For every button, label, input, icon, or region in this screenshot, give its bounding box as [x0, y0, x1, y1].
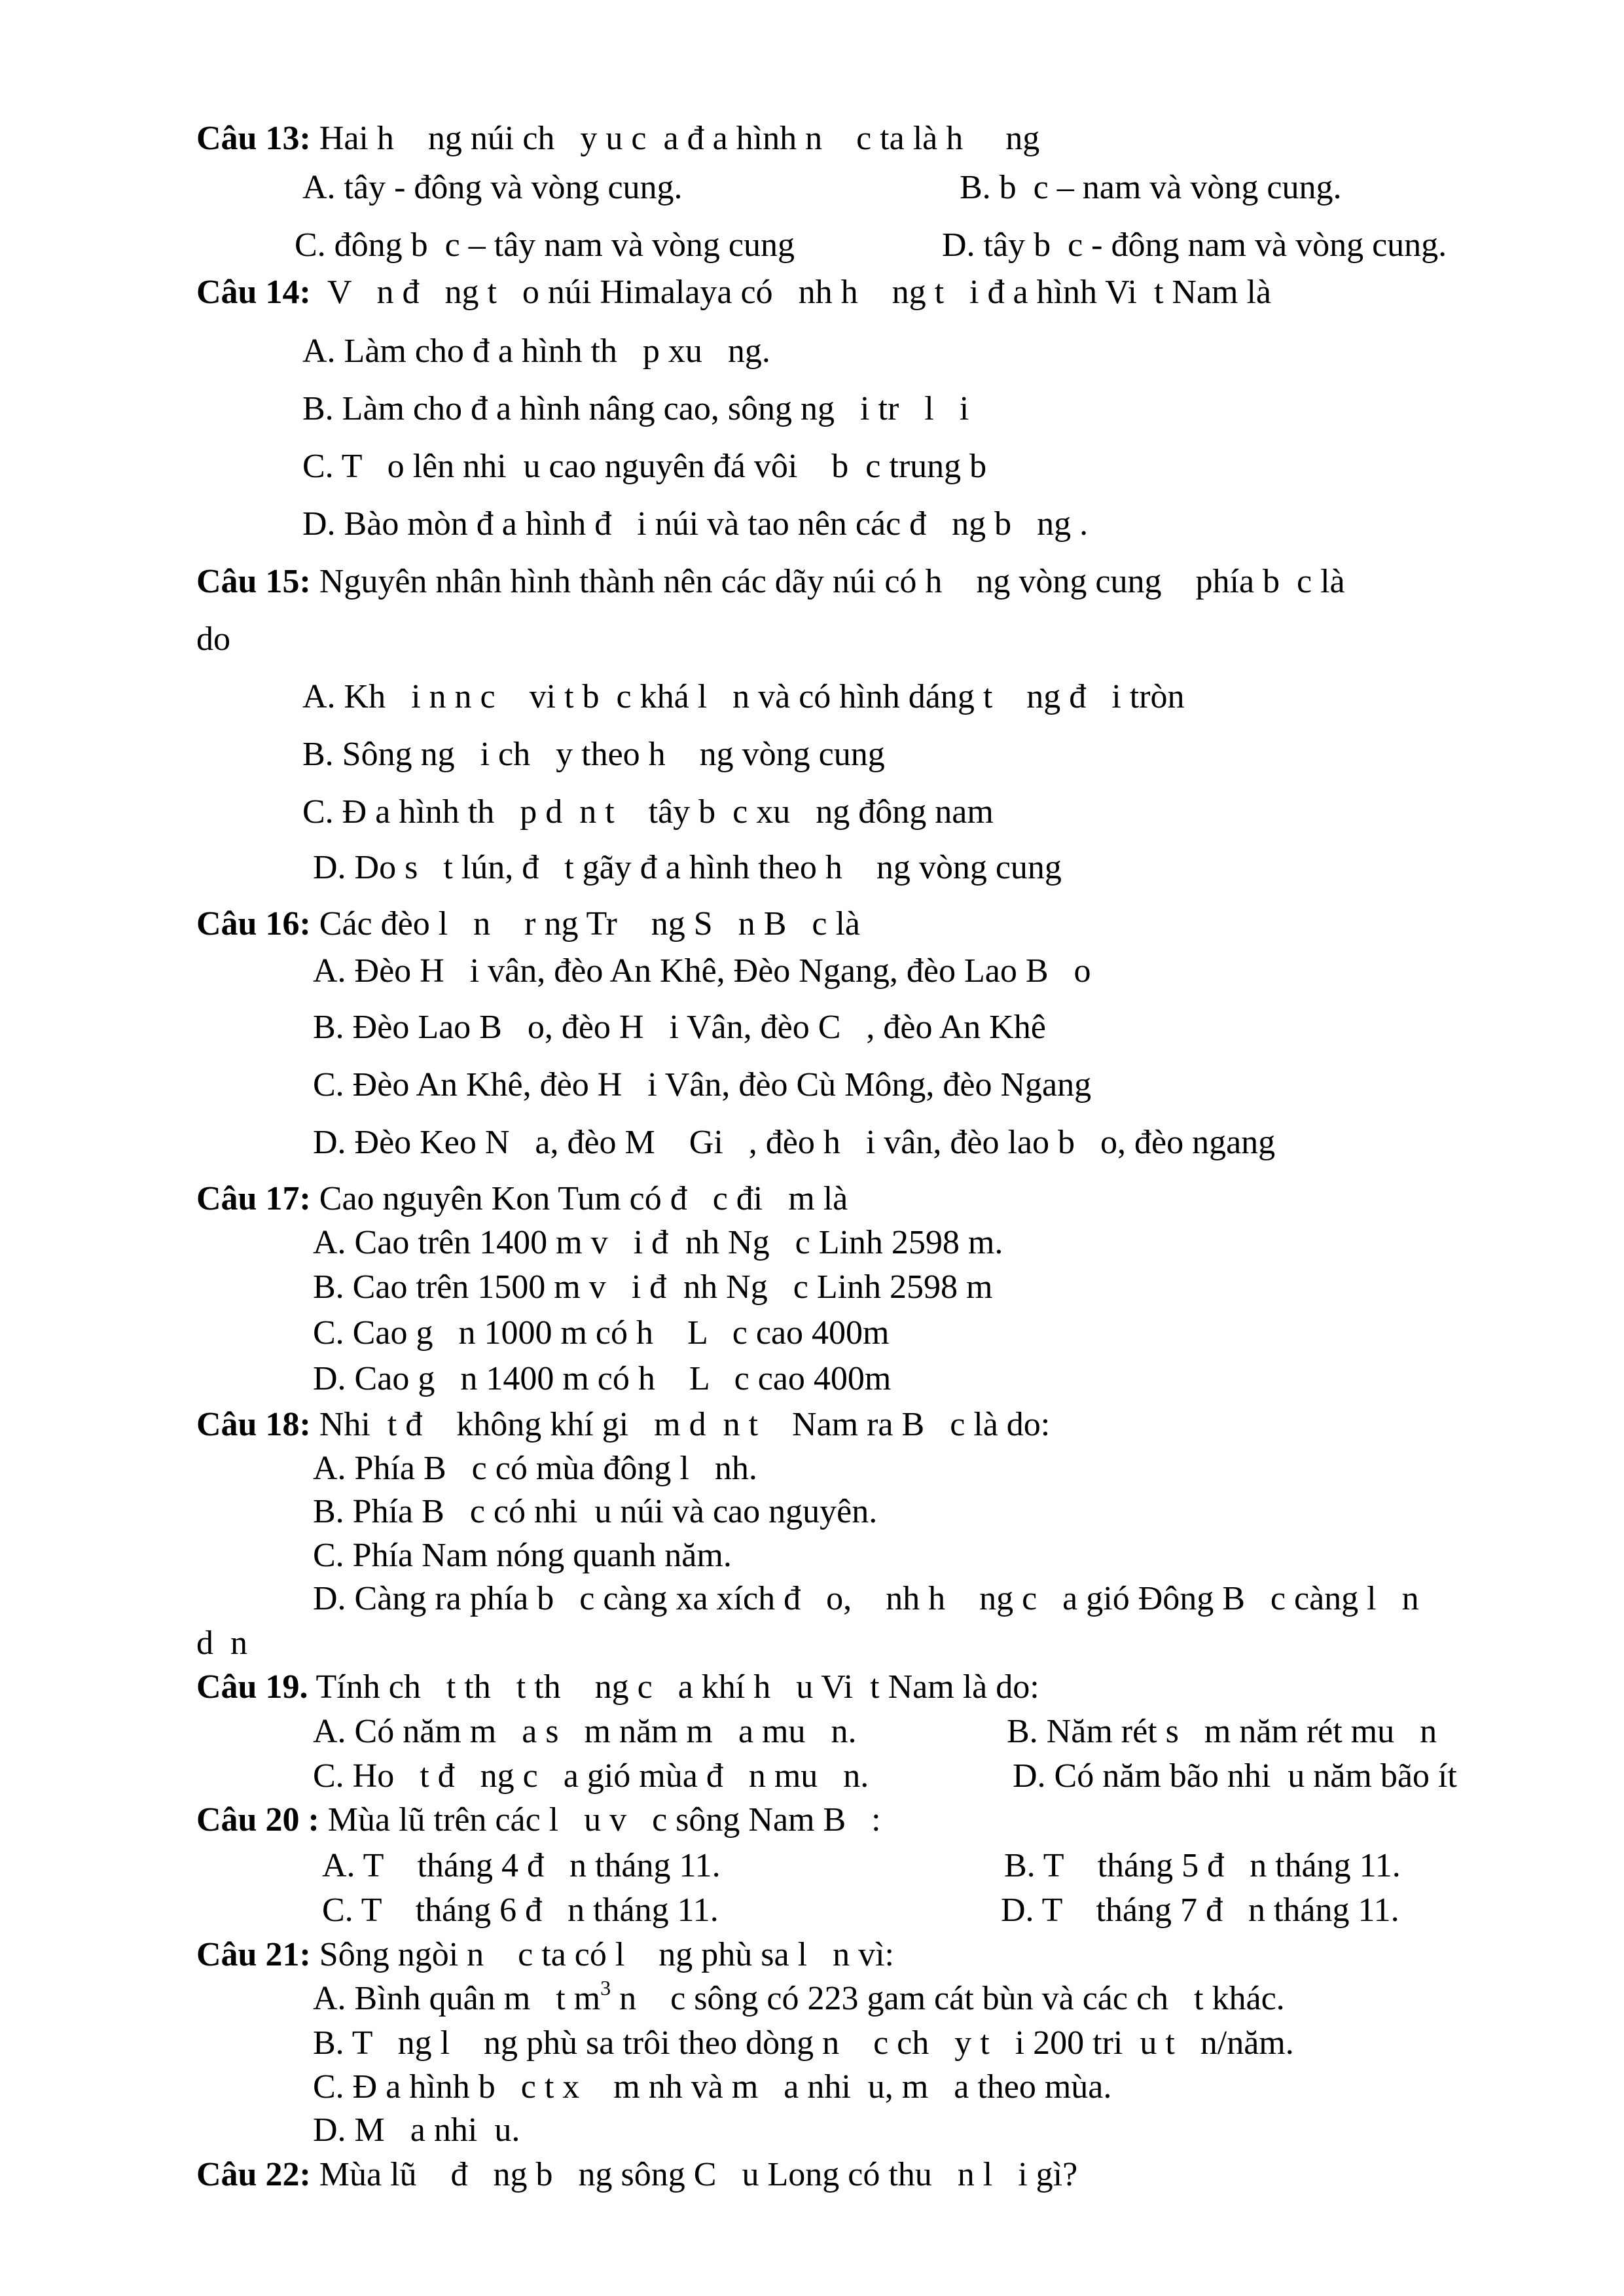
question-stem-line	[196, 1668, 1039, 1707]
question-stem-line	[196, 1179, 848, 1219]
superscript: 3	[600, 1976, 611, 2000]
question-text: V n đ ng t o núi Himalaya có nh h ng t i đ a hình Vi t Nam là	[310, 274, 1271, 311]
question-text: Nhi t đ không khí gi m d n t Nam ra B c là do:	[310, 1406, 1051, 1443]
question-text: Tính ch t th t th ng c a khí h u Vi t Nam là do:	[308, 1668, 1039, 1706]
answer-option: C. Đ a hình b c t x m nh và m a nhi u, m a theo mùa.	[313, 2068, 1112, 2106]
question-number: Câu 15:	[196, 563, 311, 600]
answer-option: A. Có năm m a s m năm m a mu n.	[313, 1713, 857, 1750]
question-stem-line	[196, 562, 1345, 601]
answer-option: C. T o lên nhi u cao nguyên đá vôi b c trung b	[302, 448, 987, 485]
question-stem-line	[196, 1405, 1050, 1444]
answer-option: A. Kh i n n c vi t b c khá l n và có hình dáng t ng đ i tròn	[302, 678, 1185, 715]
question-number: Câu 14:	[196, 274, 311, 311]
answer-option: D. Có năm bão nhi u năm bão ít	[1013, 1757, 1457, 1795]
question-number: Câu 19.	[196, 1668, 308, 1706]
continuation-text: do	[196, 620, 230, 658]
answer-option: A. Đèo H i vân, đèo An Khê, Đèo Ngang, đèo Lao B o	[313, 952, 1091, 990]
question-stem-line	[196, 273, 1271, 312]
question-text: Nguyên nhân hình thành nên các dãy núi có h ng vòng cung phía b c là	[310, 563, 1345, 600]
answer-option: A. tây - đông và vòng cung.	[302, 169, 683, 206]
answer-option: C. Cao g n 1000 m có h L c cao 400m	[313, 1314, 890, 1352]
answer-option: C. Đ a hình th p d n t tây b c xu ng đông nam	[302, 793, 994, 831]
answer-option: B. Năm rét s m năm rét mu n	[1007, 1713, 1437, 1750]
question-number: Câu 22:	[196, 2156, 311, 2193]
question-stem-line	[196, 1801, 881, 1840]
answer-option: B. Sông ng i ch y theo h ng vòng cung	[302, 736, 885, 773]
question-number: Câu 16:	[196, 905, 311, 942]
answer-option: C. T tháng 6 đ n tháng 11.	[322, 1892, 719, 1929]
question-text: Cao nguyên Kon Tum có đ c đi m là	[310, 1180, 848, 1217]
question-text: Hai h ng núi ch y u c a đ a hình n c ta là h ng	[310, 120, 1040, 157]
answer-option: D. tây b c - đông nam và vòng cung.	[942, 226, 1447, 264]
question-text: Mùa lũ trên các l u v c sông Nam B :	[319, 1801, 881, 1839]
answer-option: B. Làm cho đ a hình nâng cao, sông ng i tr l i	[302, 390, 969, 427]
answer-option: D. Bào mòn đ a hình đ i núi và tao nên các đ ng b ng .	[302, 505, 1089, 543]
answer-option: B. Đèo Lao B o, đèo H i Vân, đèo C , đèo An Khê	[313, 1009, 1046, 1046]
question-stem-line	[196, 905, 860, 944]
question-number: Câu 21:	[196, 1936, 311, 1973]
answer-option: D. Càng ra phía b c càng xa xích đ o, nh h ng c a gió Đông B c càng l n	[313, 1580, 1419, 1617]
answer-option: B. Cao trên 1500 m v i đ nh Ng c Linh 2598 m	[313, 1268, 993, 1306]
answer-option: C. Ho t đ ng c a gió mùa đ n mu n.	[313, 1757, 869, 1795]
question-number: Câu 17:	[196, 1180, 311, 1217]
answer-option: B. T tháng 5 đ n tháng 11.	[1004, 1847, 1401, 1884]
answer-option: A. Cao trên 1400 m v i đ nh Ng c Linh 2598 m.	[313, 1224, 1003, 1261]
question-text: Sông ngòi n c ta có l ng phù sa l n vì:	[310, 1936, 894, 1973]
question-number: Câu 13:	[196, 120, 311, 157]
answer-option: B. T ng l ng phù sa trôi theo dòng n c ch y t i 200 tri u t n/năm.	[313, 2024, 1294, 2062]
answer-option: A. Làm cho đ a hình th p xu ng.	[302, 332, 770, 370]
answer-option	[313, 1976, 1285, 2018]
answer-option: C. Phía Nam nóng quanh năm.	[313, 1537, 732, 1574]
answer-option: D. Đèo Keo N a, đèo M Gi , đèo h i vân, đèo lao b o, đèo ngang	[313, 1124, 1276, 1161]
answer-option: B. b c – nam và vòng cung.	[960, 169, 1342, 206]
question-stem-line	[196, 1935, 894, 1975]
answer-option: C. đông b c – tây nam và vòng cung	[295, 226, 795, 264]
continuation-text: d n	[196, 1624, 247, 1662]
question-text: Các đèo l n r ng Tr ng S n B c là	[310, 905, 861, 942]
answer-option: A. T tháng 4 đ n tháng 11.	[322, 1847, 721, 1884]
answer-option: A. Phía B c có mùa đông l nh.	[313, 1450, 757, 1487]
question-text: Mùa lũ đ ng b ng sông C u Long có thu n l i gì?	[310, 2156, 1078, 2193]
question-number: Câu 18:	[196, 1406, 311, 1443]
question-stem-line	[196, 119, 1039, 158]
answer-option: D. Cao g n 1400 m có h L c cao 400m	[313, 1360, 892, 1397]
answer-option: D. Do s t lún, đ t gãy đ a hình theo h ng vòng cung	[313, 849, 1062, 886]
answer-option: D. M a nhi u.	[313, 2111, 520, 2149]
option-text: A. Bình quân m t m	[313, 1980, 601, 2017]
answer-option: C. Đèo An Khê, đèo H i Vân, đèo Cù Mông, đèo Ngang	[313, 1066, 1092, 1103]
answer-option: B. Phía B c có nhi u núi và cao nguyên.	[313, 1493, 878, 1530]
option-text: n c sông có 223 gam cát bùn và các ch t khác.	[611, 1980, 1285, 2017]
answer-option: D. T tháng 7 đ n tháng 11.	[1001, 1892, 1399, 1929]
question-number: Câu 20 :	[196, 1801, 319, 1839]
question-stem-line	[196, 2155, 1077, 2195]
